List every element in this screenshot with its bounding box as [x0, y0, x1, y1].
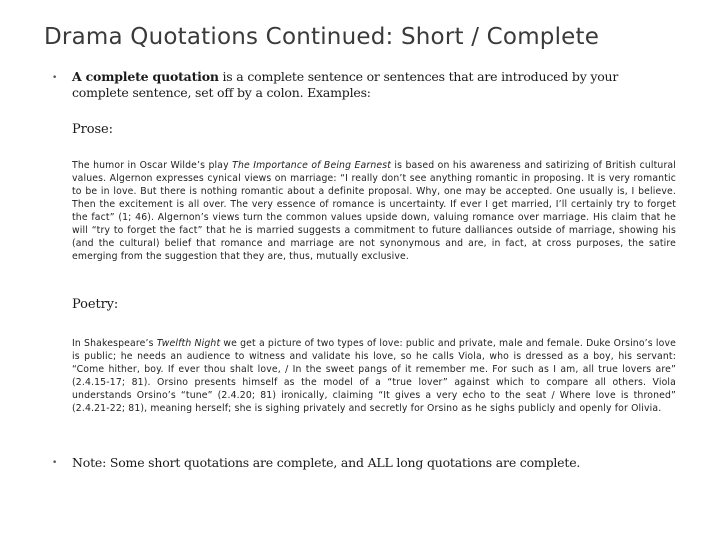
- bullet-complete-quotation: [72, 69, 672, 101]
- bullet-text: is a complete sentence or sentences that are introduced by your complete sentence, set off by a colon. Examples:: [72, 69, 619, 100]
- slide-title: Drama Quotations Continued: Short / Complete: [44, 24, 600, 50]
- prose-text-after: is based on his awareness and satirizing of British cultural values. Algernon expresses cynical views on marriage: “I really don’t see anything romantic in proposing. It is very romantic to be in love. But there is nothing romantic about a definite proposal. Why, one may be accepted. One usually is, I believe. Then the excitement is all over. The very essence of romance is uncertainty. If ever I get married, I’ll certainly try to forget the fact” (1; 46). Algernon’s views turn the common values upside down, valuing romance over marriage. His claim that he will “try to forget the fact” that he is married suggests a commitment to future dalliances outside of marriage, showing his (and the cultural) belief that romance and marriage are not synonymous and are, in fact, at cross purposes, the satire emerging from the suggestion that they are, thus, mutually exclusive.: [72, 160, 676, 262]
- prose-heading: Prose:: [72, 122, 113, 137]
- term-complete-quotation: A complete quotation: [72, 69, 219, 84]
- poetry-text-after: we get a picture of two types of love: public and private, male and female. Duke Orsino’s love is public; he needs an audience to witness and validate his love, so he calls Viola, who is dressed as a boy, his servant: “Come hither, boy. If ever thou shalt love, / In the sweet pangs of it remember me. For such as I am, all true lovers are” (2.4.15-17; 81). Orsino presents himself as the model of a “true lover” against which to compare all others. Viola understands Orsino’s “tune” (2.4.20; 81) ironically, claiming “It gives a very echo to the seat / Where love is throned” (2.4.21-22; 81), meaning herself; she is sighing privately and secretly for Orsino as he sighs publicly and openly for Olivia.: [72, 338, 676, 414]
- bullet-icon: •: [52, 458, 58, 468]
- bullet-icon: •: [52, 73, 58, 83]
- prose-example: [72, 159, 676, 263]
- prose-text-before: The humor in Oscar Wilde’s play: [72, 160, 233, 171]
- poetry-work-title: Twelfth Night: [156, 338, 221, 349]
- poetry-text-before: In Shakespeare’s: [72, 338, 157, 349]
- prose-work-title: The Importance of Being Earnest: [232, 160, 392, 171]
- poetry-example: [72, 337, 676, 415]
- poetry-heading: Poetry:: [72, 297, 119, 312]
- note-text: Note: Some short quotations are complete, and ALL long quotations are complete.: [72, 455, 581, 470]
